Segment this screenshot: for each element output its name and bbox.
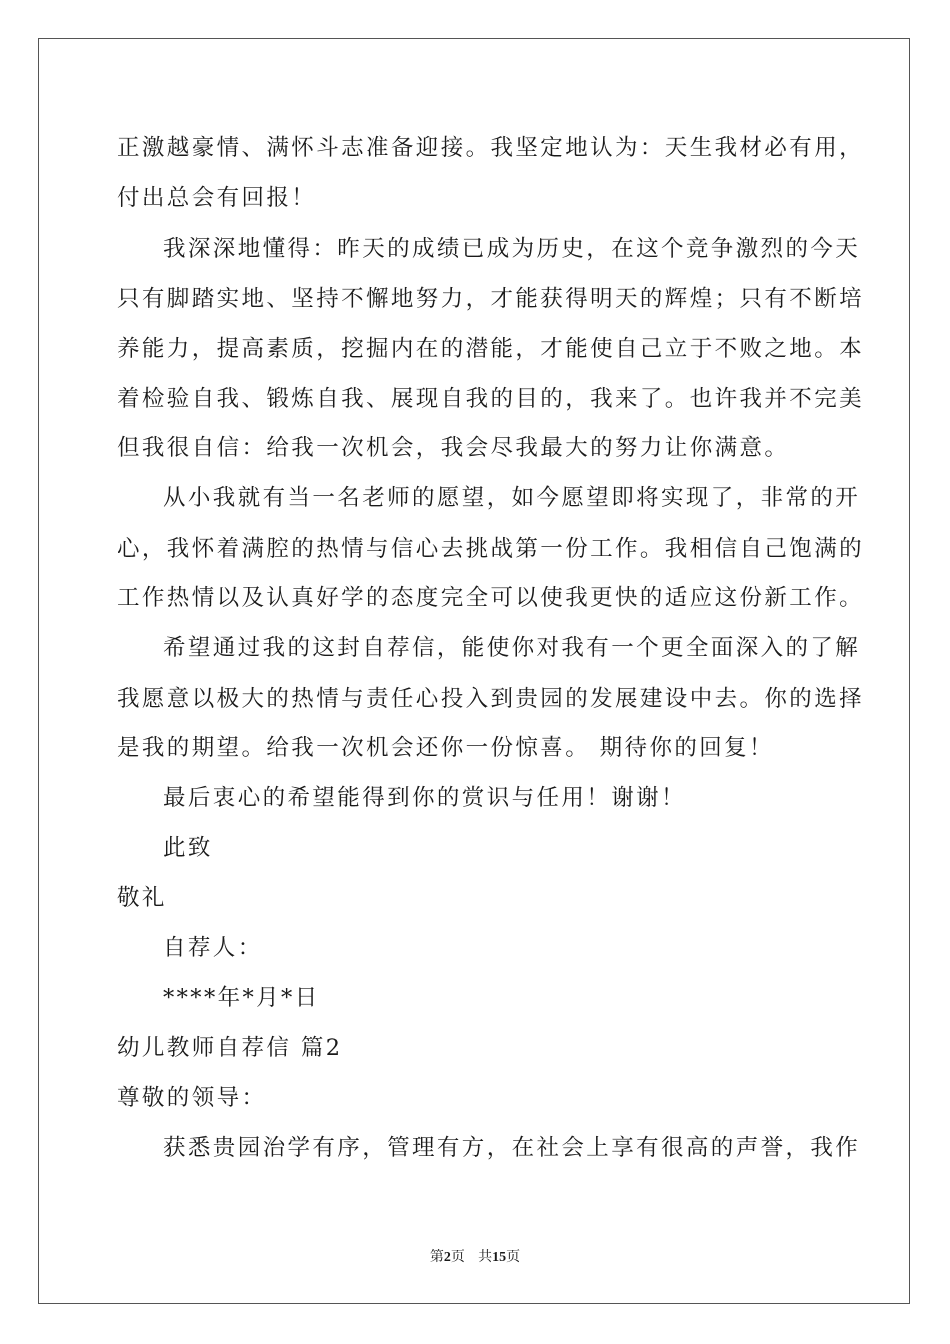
date-line: ****年*月*日 — [163, 985, 320, 1011]
text-line: 着检验自我、锻炼自我、展现自我的目的，我来了。也许我并不完美 — [117, 386, 865, 412]
salutation-closing: 此致 — [163, 835, 213, 861]
page-footer — [0, 1247, 950, 1268]
total-prefix: 共 — [478, 1249, 493, 1265]
page-border — [38, 38, 910, 1304]
text-line: 是我的期望。给我一次机会还你一份惊喜。 期待你的回复！ — [117, 735, 774, 761]
text-line: 从小我就有当一名老师的愿望，如今愿望即将实现了，非常的开 — [163, 485, 861, 511]
page-number: 2 — [443, 1250, 451, 1265]
total-pages: 15 — [492, 1250, 507, 1265]
signature-label: 自荐人： — [163, 935, 263, 961]
total-unit: 页 — [506, 1249, 521, 1265]
page-unit: 页 — [450, 1249, 465, 1265]
text-line: 我愿意以极大的热情与责任心投入到贵园的发展建设中去。你的选择 — [117, 686, 865, 712]
text-line: 但我很自信：给我一次机会，我会尽我最大的努力让你满意。 — [117, 435, 790, 461]
text-line: 获悉贵园治学有序，管理有方，在社会上享有很高的声誉，我作 — [163, 1135, 861, 1161]
text-line: 正激越豪情、满怀斗志准备迎接。我坚定地认为：天生我材必有用， — [117, 135, 865, 161]
section-heading: 幼儿教师自荐信 篇2 — [117, 1035, 343, 1061]
text-line: 我深深地懂得：昨天的成绩已成为历史，在这个竞争激烈的今天 — [163, 236, 861, 262]
page-prefix: 第 — [429, 1249, 444, 1265]
text-line: 工作热情以及认真好学的态度完全可以使我更快的适应这份新工作。 — [117, 585, 865, 611]
text-line: 最后衷心的希望能得到你的赏识与任用！谢谢！ — [163, 785, 686, 811]
text-line: 希望通过我的这封自荐信，能使你对我有一个更全面深入的了解 — [163, 635, 861, 661]
salutation-regards: 敬礼 — [117, 885, 167, 911]
text-line: 付出总会有回报！ — [117, 185, 317, 211]
greeting-line: 尊敬的领导： — [117, 1085, 267, 1111]
text-line: 心，我怀着满腔的热情与信心去挑战第一份工作。我相信自己饱满的 — [117, 536, 865, 562]
text-line: 养能力，提高素质，挖掘内在的潜能，才能使自己立于不败之地。本 — [117, 336, 865, 362]
text-line: 只有脚踏实地、坚持不懈地努力，才能获得明天的辉煌；只有不断培 — [117, 286, 865, 312]
